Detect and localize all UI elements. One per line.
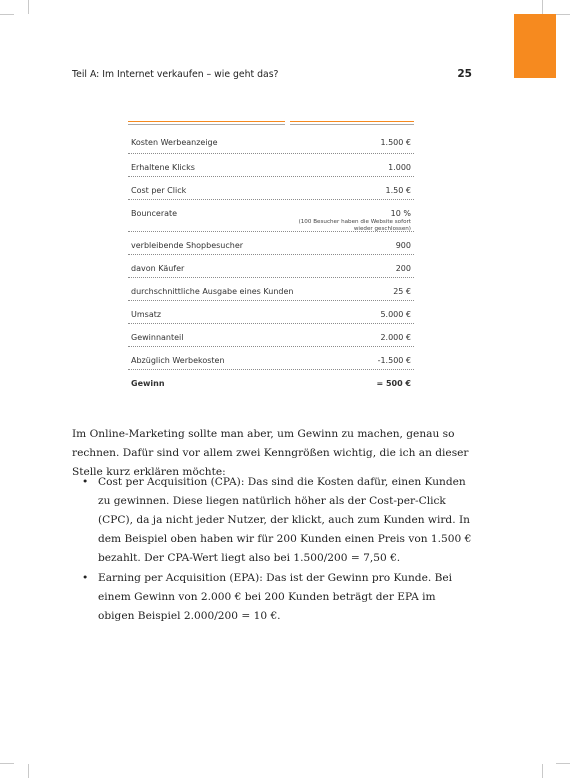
row-label: Gewinn xyxy=(131,379,165,388)
table-row xyxy=(128,347,414,370)
running-head: Teil A: Im Internet verkaufen – wie geht das? xyxy=(72,69,279,80)
table-row xyxy=(128,324,414,347)
row-label: Gewinnanteil xyxy=(131,333,184,342)
row-note: (100 Besucher haben die Website sofort wieder geschlossen) xyxy=(298,219,411,232)
row-value: 25 € xyxy=(393,287,411,296)
row-label: Umsatz xyxy=(131,310,162,319)
page-number: 25 xyxy=(457,68,472,80)
row-value: 1.50 € xyxy=(385,186,411,195)
table-row-total xyxy=(128,370,414,392)
table-header-rules xyxy=(128,121,414,129)
crop-mark xyxy=(556,763,570,764)
crop-mark xyxy=(28,0,29,14)
bullet-text: Cost per Acquisition (CPA): Das sind die Kosten dafür, einen Kunden zu gewinnen. Diese liegen natürlich höher als der Cost-per-Click (CPC), da ja nicht jeder Nutzer, der klickt, auch zum Kunden wird. In dem Beispiel oben haben wir für 200 Kunden einen Preis von 1.500 € bezahlt. Der CPA-Wert liegt also bei 1.500/200 = 7,50 €. xyxy=(98,476,472,564)
intro-paragraph: Im Online-Marketing sollte man aber, um Gewinn zu machen, genau so rechnen. Dafür sind vor allem zwei Kenngrößen wichtig, die ich an dieser Stelle kurz erklären möchte: xyxy=(72,428,469,478)
bullet-icon: • xyxy=(82,476,89,488)
row-value: 900 xyxy=(395,241,411,250)
row-label: Erhaltene Klicks xyxy=(131,163,195,172)
bullet-text: Earning per Acquisition (EPA): Das ist der Gewinn pro Kunde. Bei einem Gewinn von 2.000 € bei 200 Kunden beträgt der EPA im obigen Beispiel 2.000/200 = 10 €. xyxy=(98,572,453,622)
row-value: 10 % xyxy=(390,209,411,218)
row-label: Cost per Click xyxy=(131,186,187,195)
row-label: davon Käufer xyxy=(131,264,185,273)
row-value: -1.500 € xyxy=(377,356,411,365)
row-value: 1.000 xyxy=(388,163,411,172)
row-label: Bouncerate xyxy=(131,209,178,218)
row-label: durchschnittliche Ausgabe eines Kunden xyxy=(131,287,294,296)
table-row xyxy=(128,200,414,232)
row-value: 2.000 € xyxy=(380,333,411,342)
row-value: 5.000 € xyxy=(380,310,411,319)
row-label: verbleibende Shopbesucher xyxy=(131,241,244,250)
table-row xyxy=(128,301,414,324)
chapter-tab-marker xyxy=(514,14,556,78)
crop-mark xyxy=(0,763,14,764)
row-value: 200 xyxy=(395,264,411,273)
list-item xyxy=(82,473,472,563)
table-row xyxy=(128,255,414,278)
table-row xyxy=(128,232,414,255)
row-label: Kosten Werbeanzeige xyxy=(131,138,218,147)
table-row xyxy=(128,177,414,200)
list-item xyxy=(82,569,472,622)
crop-mark xyxy=(28,764,29,778)
table-row xyxy=(128,154,414,177)
crop-mark xyxy=(0,14,14,15)
crop-mark xyxy=(542,0,543,14)
table-row xyxy=(128,278,414,301)
table-row xyxy=(128,129,414,154)
bullet-icon: • xyxy=(82,572,89,584)
crop-mark xyxy=(556,14,570,15)
row-label: Abzüglich Werbekosten xyxy=(131,356,225,365)
calculation-table xyxy=(128,121,414,392)
row-value: = 500 € xyxy=(376,379,411,388)
crop-mark xyxy=(542,764,543,778)
row-value: 1.500 € xyxy=(380,138,411,147)
